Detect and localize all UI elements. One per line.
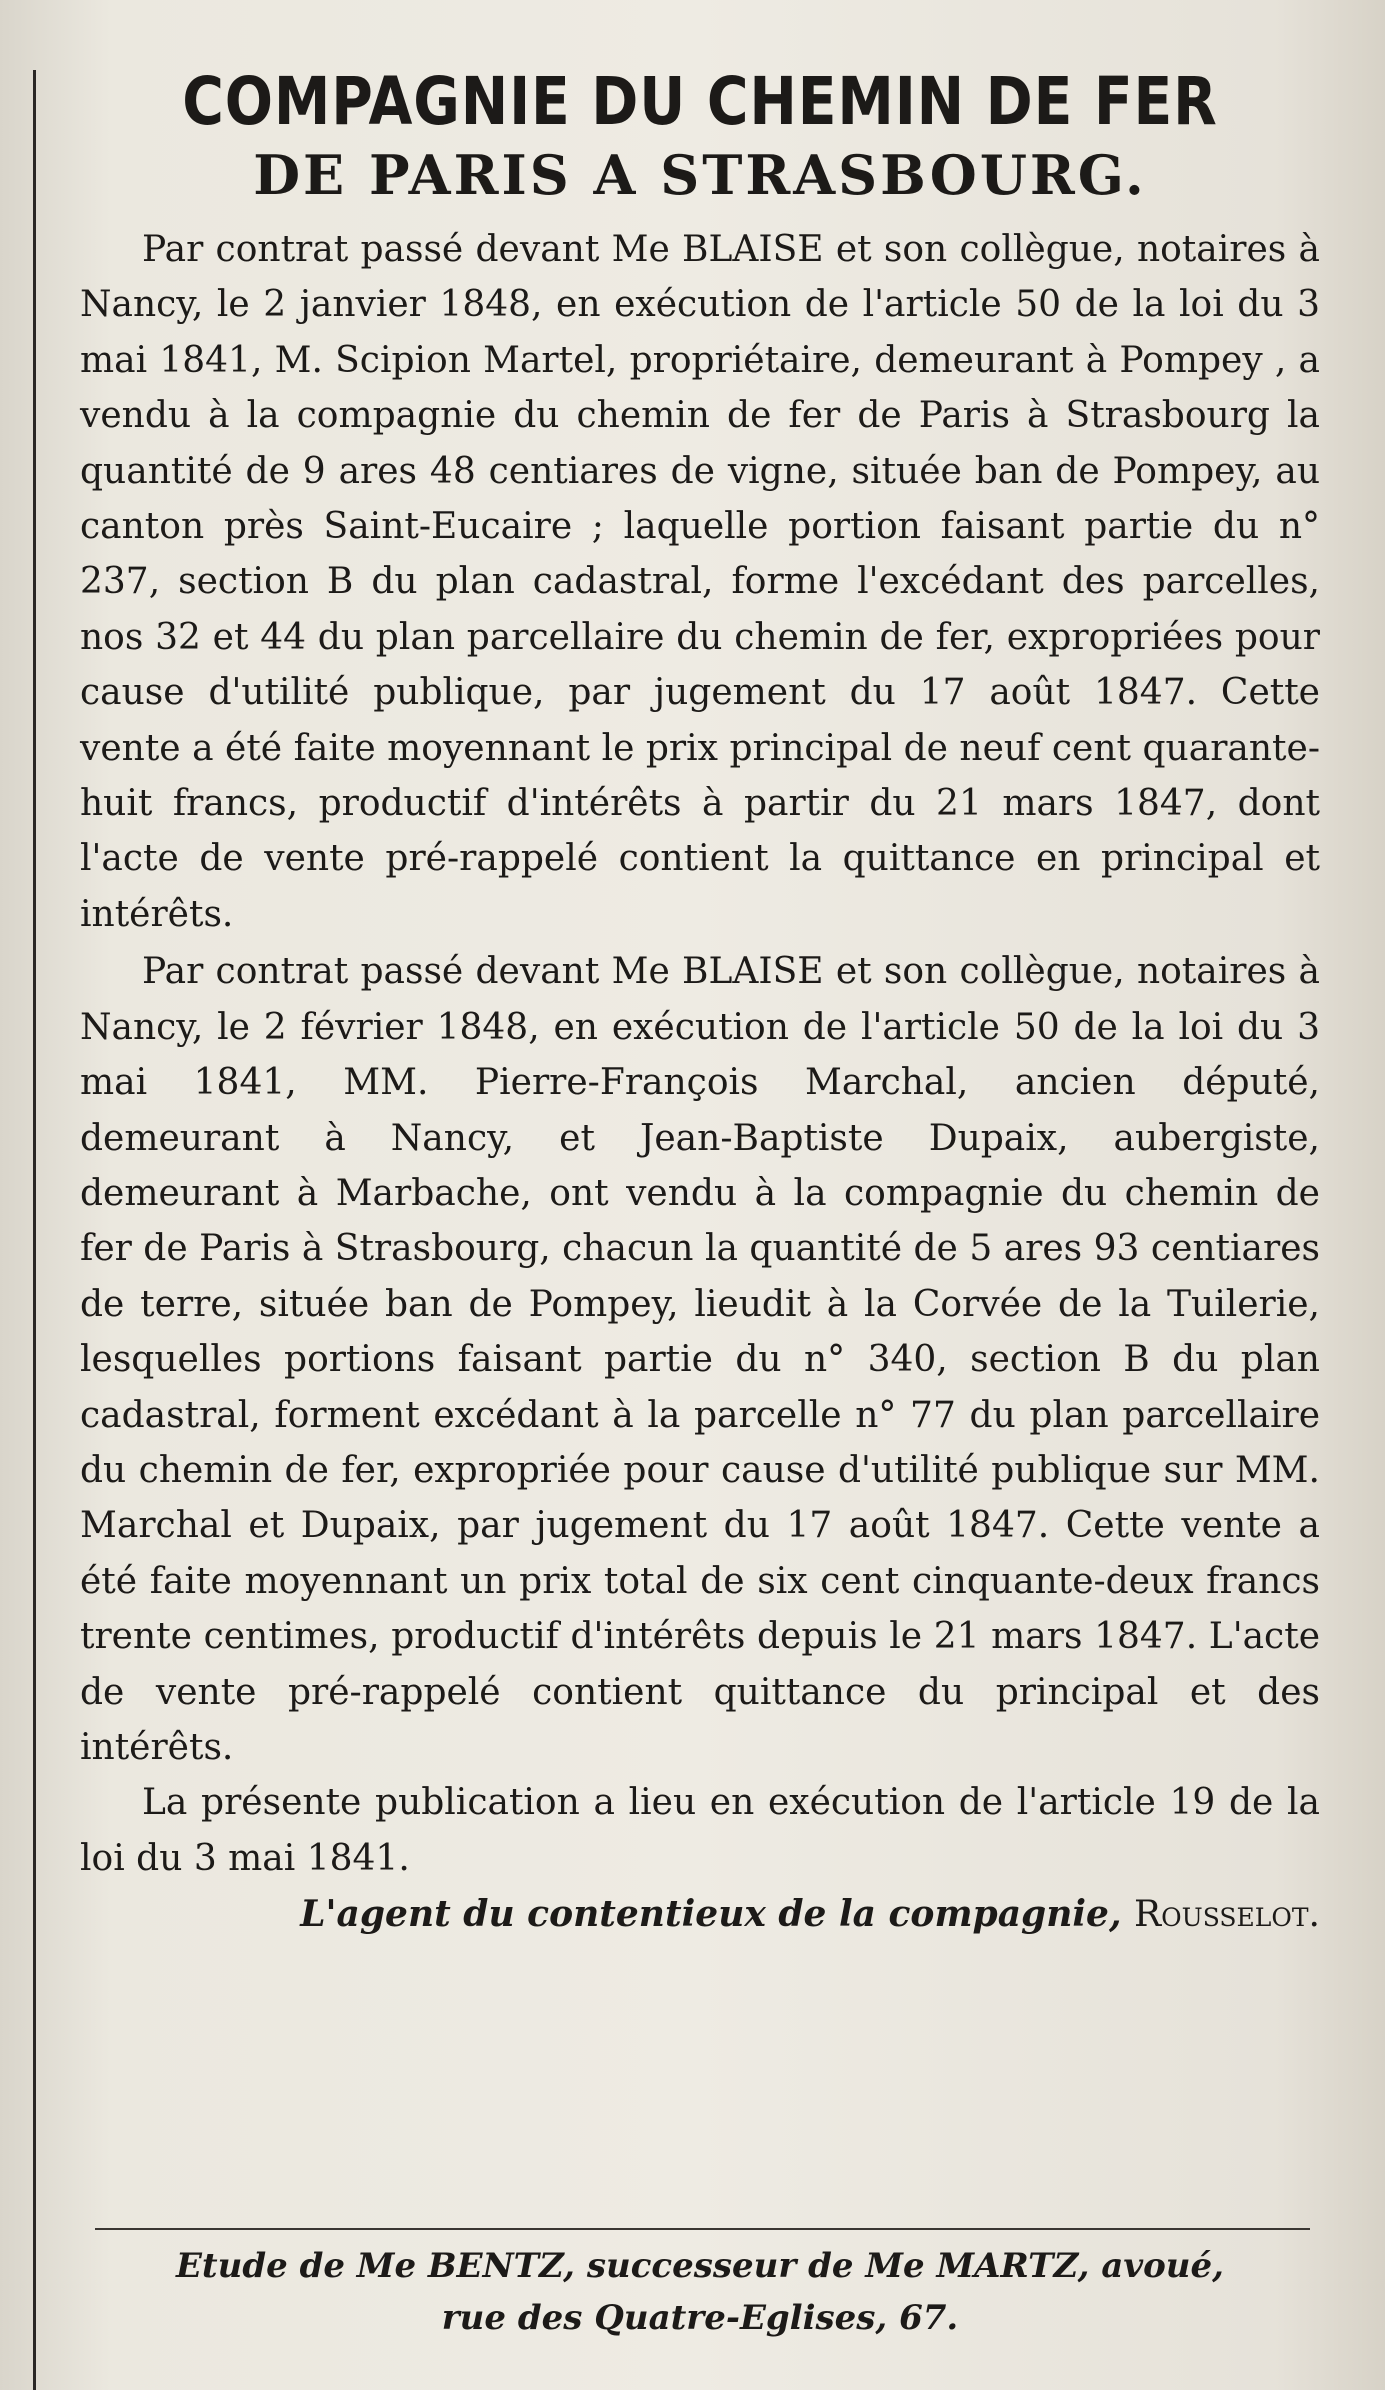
column-rule	[33, 70, 36, 2390]
etude-line-2: rue des Quatre-Eglises, 67.	[441, 2298, 959, 2338]
legal-notice-article	[80, 62, 1320, 1943]
paragraph-publication: La présente publication a lieu en exécution de l'article 19 de la loi du 3 mai 1841.	[80, 1782, 1320, 1879]
headline-route: DE PARIS A STRASBOURG.	[253, 143, 1147, 207]
etude-line-1: Etude de Me BENTZ, successeur de Me MARTZ, avoué,	[175, 2246, 1224, 2286]
headline-company: COMPAGNIE DU CHEMIN DE FER	[182, 63, 1218, 140]
signature-line	[80, 1886, 1320, 1943]
signature-name: Rousselot.	[1134, 1894, 1320, 1936]
signature-title: L'agent du contentieux de la compagnie,	[300, 1893, 1122, 1936]
paragraph-marchal-dupaix-sale: Par contrat passé devant Me BLAISE et son collègue, notaires à Nancy, le 2 février 1848, en exécution de l'article 50 de la loi du 3 mai 1841, MM. Pierre-François Marchal, ancien député, demeurant à Nancy, et Jean-Baptiste Dupaix, aubergiste, demeurant à Marbache, ont vendu à la compagnie du chemin de fer de Paris à Strasbourg, chacun la quantité de 5 ares 93 centiares de terre, située ban de Pompey, lieudit à la Corvée de la Tuilerie, lesquelles portions faisant partie du n° 340, section B du plan cadastral, forment excédant à la parcelle n° 77 du plan parcellaire du chemin de fer, expropriée pour cause d'utilité publique sur MM. Marchal et Dupaix, par jugement du 17 août 1847. Cette vente a été faite moyennant un prix total de six cent cinquante-deux francs trente centimes, productif d'intérêts depuis le 21 mars 1847. L'acte de vente pré-rappelé contient quittance du principal et des intérêts.	[80, 951, 1320, 1768]
etude-notice	[80, 2240, 1320, 2344]
paragraph-martel-sale: Par contrat passé devant Me BLAISE et son collègue, notaires à Nancy, le 2 janvier 1848, en exécution de l'article 50 de la loi du 3 mai 1841, M. Scipion Martel, propriétaire, demeurant à Pompey , a vendu à la compagnie du chemin de fer de Paris à Strasbourg la quantité de 9 ares 48 centiares de vigne, située ban de Pompey, au canton près Saint-Eucaire ; laquelle portion faisant partie du n° 237, section B du plan cadastral, forme l'excédant des parcelles, nos 32 et 44 du plan parcellaire du chemin de fer, expropriées pour cause d'utilité publique, par jugement du 17 août 1847. Cette vente a été faite moyennant le prix principal de neuf cent quarante-huit francs, productif d'intérêts à partir du 21 mars 1847, dont l'acte de vente pré-rappelé contient la quittance en principal et intérêts.	[80, 229, 1320, 935]
section-divider	[95, 2228, 1310, 2230]
